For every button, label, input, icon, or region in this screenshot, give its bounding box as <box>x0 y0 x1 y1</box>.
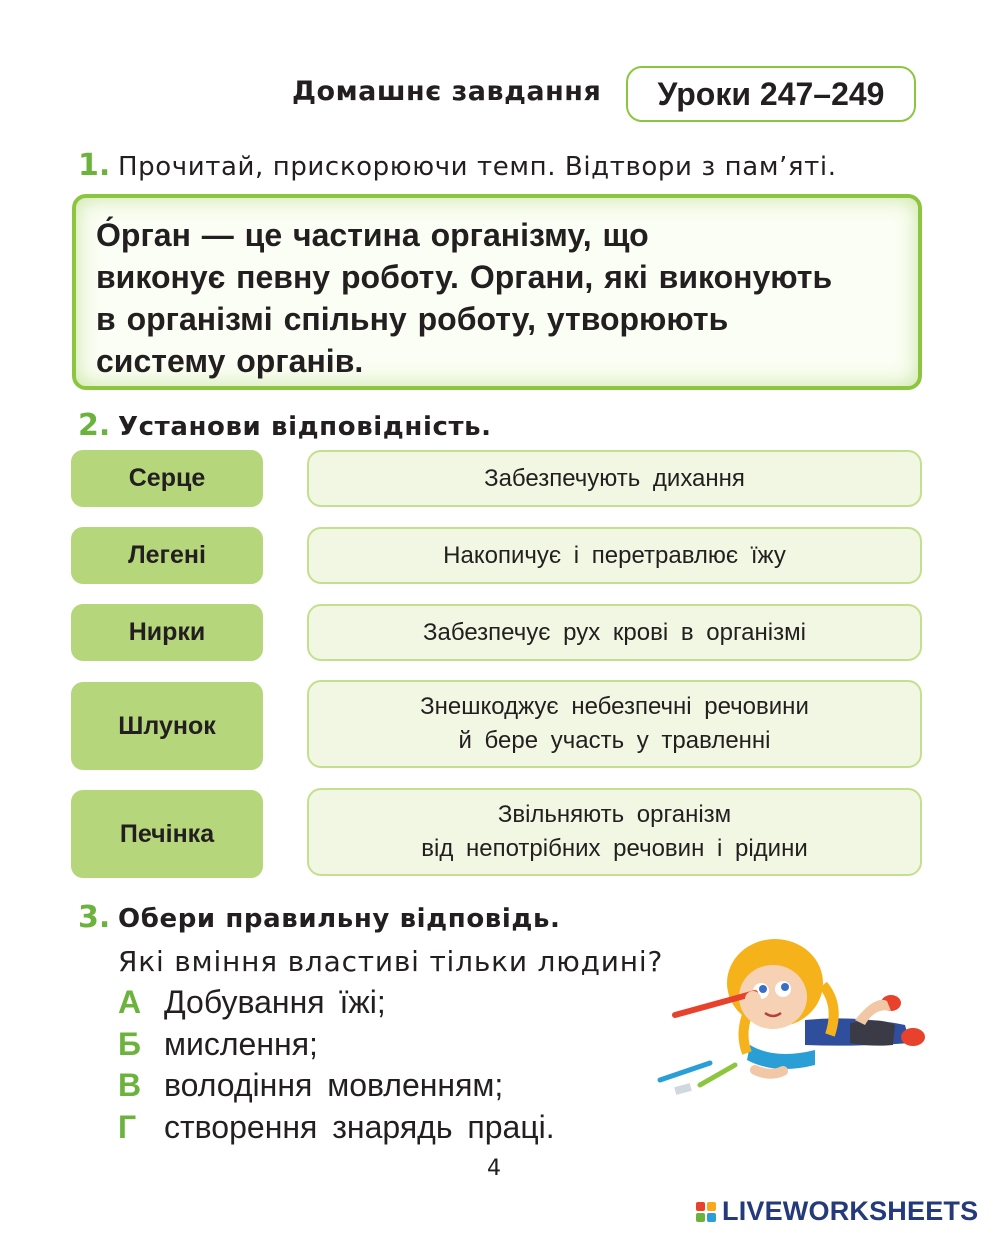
task-1-instruction: Прочитай, прискорюючи темп. Відтвори з пам’яті. <box>118 152 837 182</box>
option-letter: Б <box>118 1026 141 1062</box>
answer-option-b[interactable] <box>118 1026 318 1063</box>
definition-line: систему органів. <box>96 343 364 379</box>
function-card-excretion[interactable] <box>307 788 922 876</box>
organ-card-kidneys[interactable]: Нирки <box>71 604 263 661</box>
answer-option-d[interactable] <box>118 1109 555 1146</box>
option-letter: В <box>118 1067 142 1103</box>
task-2-number: 2. <box>78 408 111 443</box>
function-text: Звільняють організм <box>497 801 732 828</box>
function-card-detox[interactable] <box>307 680 922 768</box>
definition-line: виконує певну роботу. Органи, які виконують <box>96 259 833 295</box>
organ-card-heart[interactable]: Серце <box>71 450 263 507</box>
option-text: Добування їжі; <box>164 984 386 1020</box>
task-2-heading <box>78 408 492 443</box>
lesson-range-badge: Уроки 247–249 <box>626 66 916 122</box>
function-text: Забезпечують дихання <box>484 464 745 492</box>
option-text: володіння мовленням; <box>164 1067 504 1103</box>
function-text: Забезпечує рух крові в організмі <box>423 618 806 646</box>
page-number: 4 <box>487 1156 501 1181</box>
task-3-heading <box>78 900 560 935</box>
option-text: мислення; <box>164 1026 318 1062</box>
function-card-breathing[interactable] <box>307 450 922 507</box>
liveworksheets-logo[interactable] <box>696 1196 978 1227</box>
function-card-blood-flow[interactable] <box>307 604 922 661</box>
organ-card-liver[interactable]: Печінка <box>71 790 263 878</box>
logo-text: LIVEWORKSHEETS <box>722 1196 979 1226</box>
task-2-instruction: Установи відповідність. <box>118 412 492 442</box>
task-1-heading <box>78 148 837 183</box>
task-3-question: Які вміння властиві тільки людині? <box>118 945 664 978</box>
task-3-instruction: Обери правильну відповідь. <box>118 904 561 934</box>
definition-line: О́рган — це частина організму, що <box>96 217 649 253</box>
function-text: й бере участь у травленні <box>458 727 771 754</box>
organ-card-lungs[interactable]: Легені <box>71 527 263 584</box>
option-letter: Г <box>118 1109 137 1145</box>
option-letter: А <box>118 984 142 1020</box>
function-text: від непотрібних речовин і рідини <box>421 835 808 862</box>
definition-line: в організмі спільну роботу, утворюють <box>96 301 729 337</box>
option-text: створення знарядь праці. <box>164 1109 555 1145</box>
organ-card-stomach[interactable]: Шлунок <box>71 682 263 770</box>
definition-box <box>72 194 922 390</box>
header-title: Домашнє завдання <box>292 76 602 107</box>
function-text: Знешкоджує небезпечні речовини <box>420 693 809 720</box>
answer-option-a[interactable] <box>118 984 386 1021</box>
task-3-number: 3. <box>78 900 111 935</box>
answer-option-c[interactable] <box>118 1067 503 1104</box>
logo-mark-icon <box>696 1202 716 1222</box>
task-1-number: 1. <box>78 148 111 183</box>
function-text: Накопичує і перетравлює їжу <box>443 541 786 569</box>
function-card-digestion-storage[interactable] <box>307 527 922 584</box>
girl-illustration <box>655 925 930 1095</box>
